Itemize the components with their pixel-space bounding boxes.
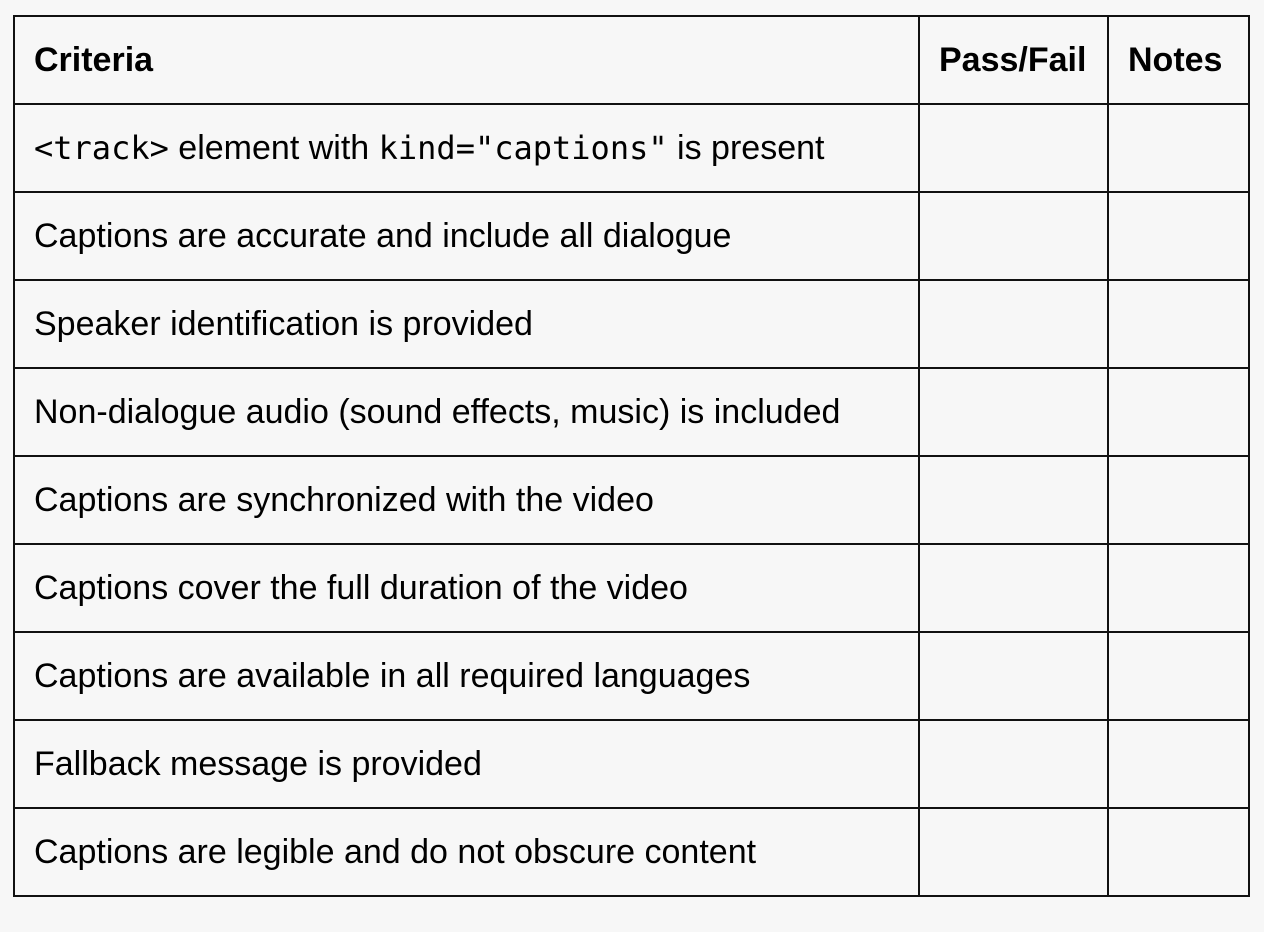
checklist-table-container xyxy=(13,15,1250,897)
pass-fail-cell[interactable] xyxy=(919,192,1108,280)
notes-cell[interactable] xyxy=(1108,192,1249,280)
criteria-cell: Captions are available in all required languages xyxy=(14,632,919,720)
table-row xyxy=(14,280,1249,368)
pass-fail-cell[interactable] xyxy=(919,104,1108,192)
criteria-cell: Captions are accurate and include all dialogue xyxy=(14,192,919,280)
notes-cell[interactable] xyxy=(1108,808,1249,896)
criteria-cell xyxy=(14,104,919,192)
header-notes: Notes xyxy=(1108,16,1249,104)
criteria-text: is present xyxy=(667,128,825,167)
notes-cell[interactable] xyxy=(1108,368,1249,456)
notes-cell[interactable] xyxy=(1108,104,1249,192)
table-row xyxy=(14,368,1249,456)
header-criteria: Criteria xyxy=(14,16,919,104)
pass-fail-cell[interactable] xyxy=(919,280,1108,368)
header-pass-fail: Pass/Fail xyxy=(919,16,1108,104)
criteria-cell: Captions cover the full duration of the video xyxy=(14,544,919,632)
notes-cell[interactable] xyxy=(1108,544,1249,632)
table-row xyxy=(14,456,1249,544)
criteria-cell: Non-dialogue audio (sound effects, music) is included xyxy=(14,368,919,456)
table-row xyxy=(14,720,1249,808)
table-row xyxy=(14,808,1249,896)
criteria-cell: Speaker identification is provided xyxy=(14,280,919,368)
table-header-row xyxy=(14,16,1249,104)
criteria-cell: Captions are synchronized with the video xyxy=(14,456,919,544)
table-row xyxy=(14,104,1249,192)
table-row xyxy=(14,192,1249,280)
table-row xyxy=(14,632,1249,720)
code-track: <track> xyxy=(34,128,169,167)
pass-fail-cell[interactable] xyxy=(919,632,1108,720)
notes-cell[interactable] xyxy=(1108,632,1249,720)
pass-fail-cell[interactable] xyxy=(919,368,1108,456)
pass-fail-cell[interactable] xyxy=(919,544,1108,632)
pass-fail-cell[interactable] xyxy=(919,720,1108,808)
notes-cell[interactable] xyxy=(1108,720,1249,808)
criteria-cell: Captions are legible and do not obscure content xyxy=(14,808,919,896)
criteria-text: element with xyxy=(168,128,379,167)
table-row xyxy=(14,544,1249,632)
notes-cell[interactable] xyxy=(1108,456,1249,544)
caption-checklist-table xyxy=(13,15,1250,897)
pass-fail-cell[interactable] xyxy=(919,808,1108,896)
notes-cell[interactable] xyxy=(1108,280,1249,368)
criteria-cell: Fallback message is provided xyxy=(14,720,919,808)
code-kind-captions: kind="captions" xyxy=(378,128,668,167)
pass-fail-cell[interactable] xyxy=(919,456,1108,544)
